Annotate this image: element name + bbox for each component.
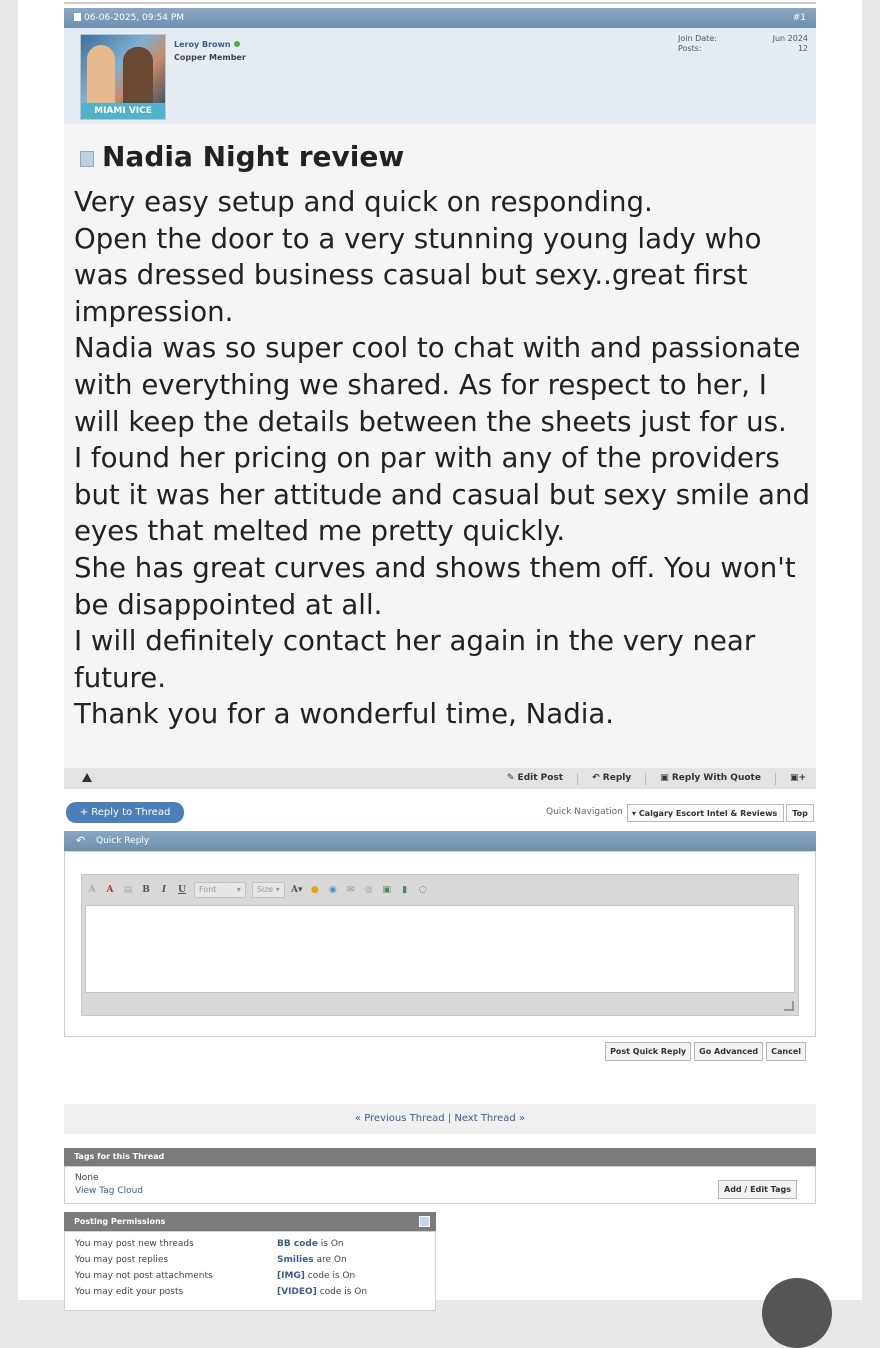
image-icon[interactable]: ◍ — [364, 885, 373, 895]
nav-separator: | — [447, 1113, 452, 1124]
post-quick-reply-button[interactable]: Post Quick Reply — [605, 1042, 691, 1061]
post-footer — [64, 768, 816, 789]
code-permission-item: [IMG] code is On — [277, 1271, 356, 1281]
previous-thread-link[interactable]: « Previous Thread — [354, 1113, 445, 1124]
message-line: I will definitely contact her again in the very near future. — [74, 624, 756, 694]
next-thread-link[interactable]: Next Thread » — [454, 1113, 526, 1124]
permission-item: You may post replies — [75, 1255, 169, 1265]
join-date-label: Join Date: — [678, 34, 717, 43]
posts-label: Posts: — [678, 44, 702, 53]
smilie-icon[interactable]: ● — [310, 885, 319, 895]
switch-editor-icon[interactable]: A — [106, 885, 114, 895]
bold-button[interactable]: B — [142, 885, 150, 895]
user-info-bar — [64, 28, 816, 125]
smilies-link[interactable]: Smilies — [277, 1255, 314, 1265]
bbcode-link[interactable]: BB code — [277, 1239, 318, 1249]
user-title: Copper Member — [174, 53, 246, 62]
divider — [775, 773, 776, 785]
tags-header: Tags for this Thread — [64, 1148, 816, 1166]
message-line: She has great curves and shows them off. You won't be disappointed at all. — [74, 550, 796, 621]
divider — [64, 2, 816, 4]
font-select[interactable]: Font ▾ — [194, 882, 246, 898]
thread-navigation — [64, 1104, 816, 1134]
scroll-up-icon[interactable] — [82, 773, 92, 782]
divider — [577, 773, 578, 785]
post-message — [74, 184, 814, 733]
go-advanced-button[interactable]: Go Advanced — [694, 1042, 763, 1061]
tags-box — [64, 1166, 816, 1204]
message-line: I found her pricing on par with any of the providers but it was her attitude and casual but sexy smile and eyes that melted me pretty quickly. — [74, 441, 810, 548]
join-date-value: Jun 2024 — [772, 34, 808, 43]
quick-reply-box — [64, 851, 816, 1037]
quick-reply-header — [64, 831, 816, 851]
reply-to-thread-button[interactable]: + Reply to Thread — [66, 802, 184, 823]
collapse-icon[interactable] — [419, 1216, 430, 1227]
post-date: 06-06-2025, 09:54 PM — [74, 8, 184, 28]
permission-item: You may not post attachments — [75, 1271, 213, 1281]
posting-permissions-header: Posting Permissions — [64, 1212, 436, 1231]
code-permissions-list — [277, 1236, 367, 1300]
img-code-link[interactable]: [IMG] — [277, 1271, 305, 1281]
floating-action-button[interactable] — [762, 1278, 832, 1348]
post-header-bar — [64, 8, 816, 28]
username-link[interactable]: Leroy Brown — [174, 40, 240, 49]
quick-reply-title: Quick Reply — [96, 836, 150, 846]
size-select[interactable]: Size ▾ — [252, 882, 285, 898]
code-permission-item: Smilies are On — [277, 1255, 347, 1265]
reply-button[interactable]: ↶ Reply — [592, 773, 632, 783]
top-button[interactable]: Top — [786, 804, 814, 822]
editor-toolbar — [86, 879, 429, 901]
editor — [81, 874, 799, 1016]
paste-icon[interactable]: ▤ — [123, 885, 133, 895]
user-stats — [678, 34, 808, 54]
email-icon[interactable]: ✉ — [346, 885, 355, 895]
post-number-link[interactable]: #1 — [792, 13, 806, 23]
quick-navigation-select[interactable]: ▾ Calgary Escort Intel & Reviews — [627, 804, 784, 822]
cancel-button[interactable]: Cancel — [766, 1042, 806, 1061]
italic-button[interactable]: I — [161, 885, 167, 895]
permission-item: You may edit your posts — [75, 1287, 184, 1297]
message-textarea[interactable] — [85, 905, 795, 993]
post-actions — [507, 768, 806, 789]
post-icon — [74, 13, 81, 21]
font-color-button[interactable]: A▾ — [291, 885, 303, 895]
divider — [645, 773, 646, 785]
permissions-list — [75, 1236, 213, 1300]
add-edit-tags-button[interactable]: Add / Edit Tags — [718, 1180, 797, 1199]
message-line: Very easy setup and quick on responding. — [74, 185, 653, 218]
quick-navigation-label: Quick Navigation — [546, 807, 623, 817]
message-line: Thank you for a wonderful time, Nadia. — [74, 697, 615, 731]
post-title: Nadia Night review — [80, 140, 404, 173]
underline-button[interactable]: U — [178, 885, 186, 895]
link-icon[interactable]: ◉ — [328, 885, 337, 895]
video-icon[interactable]: ▣ — [382, 885, 392, 895]
reply-with-quote-button[interactable]: ▣ Reply With Quote — [660, 773, 761, 783]
speech-icon[interactable]: ◌ — [418, 885, 427, 895]
message-line: Nadia was so super cool to chat with and passionate with everything we shared. As for respect to her, I will keep the details between the sheets just for us. — [74, 331, 801, 438]
posting-permissions-box — [64, 1231, 436, 1311]
multi-quote-icon[interactable]: ▣+ — [789, 773, 806, 783]
quick-reply-buttons — [605, 1042, 806, 1061]
avatar[interactable] — [80, 34, 166, 120]
post-content — [64, 124, 816, 768]
edit-post-button[interactable]: ✎ Edit Post — [506, 773, 564, 783]
view-tag-cloud-link[interactable]: View Tag Cloud — [75, 1186, 144, 1196]
code-permission-item: BB code is On — [277, 1239, 344, 1249]
posts-value: 12 — [797, 44, 808, 53]
thread-icon — [80, 151, 94, 167]
tags-value: None — [75, 1173, 99, 1183]
remove-format-icon[interactable]: A — [88, 885, 96, 895]
avatar-banner: MIAMI VICE — [81, 103, 165, 119]
message-line: Open the door to a very stunning young lady who was dressed business casual but sexy..great first impression. — [74, 221, 762, 328]
online-status-icon — [234, 41, 240, 47]
permission-item: You may post new threads — [75, 1239, 194, 1249]
reply-arrow-icon: ↶ — [76, 834, 86, 847]
resize-handle-icon[interactable] — [784, 1001, 794, 1011]
video-code-link[interactable]: [VIDEO] — [277, 1287, 317, 1297]
quote-icon[interactable]: ▮ — [402, 885, 408, 895]
code-permission-item: [VIDEO] code is On — [277, 1287, 368, 1297]
